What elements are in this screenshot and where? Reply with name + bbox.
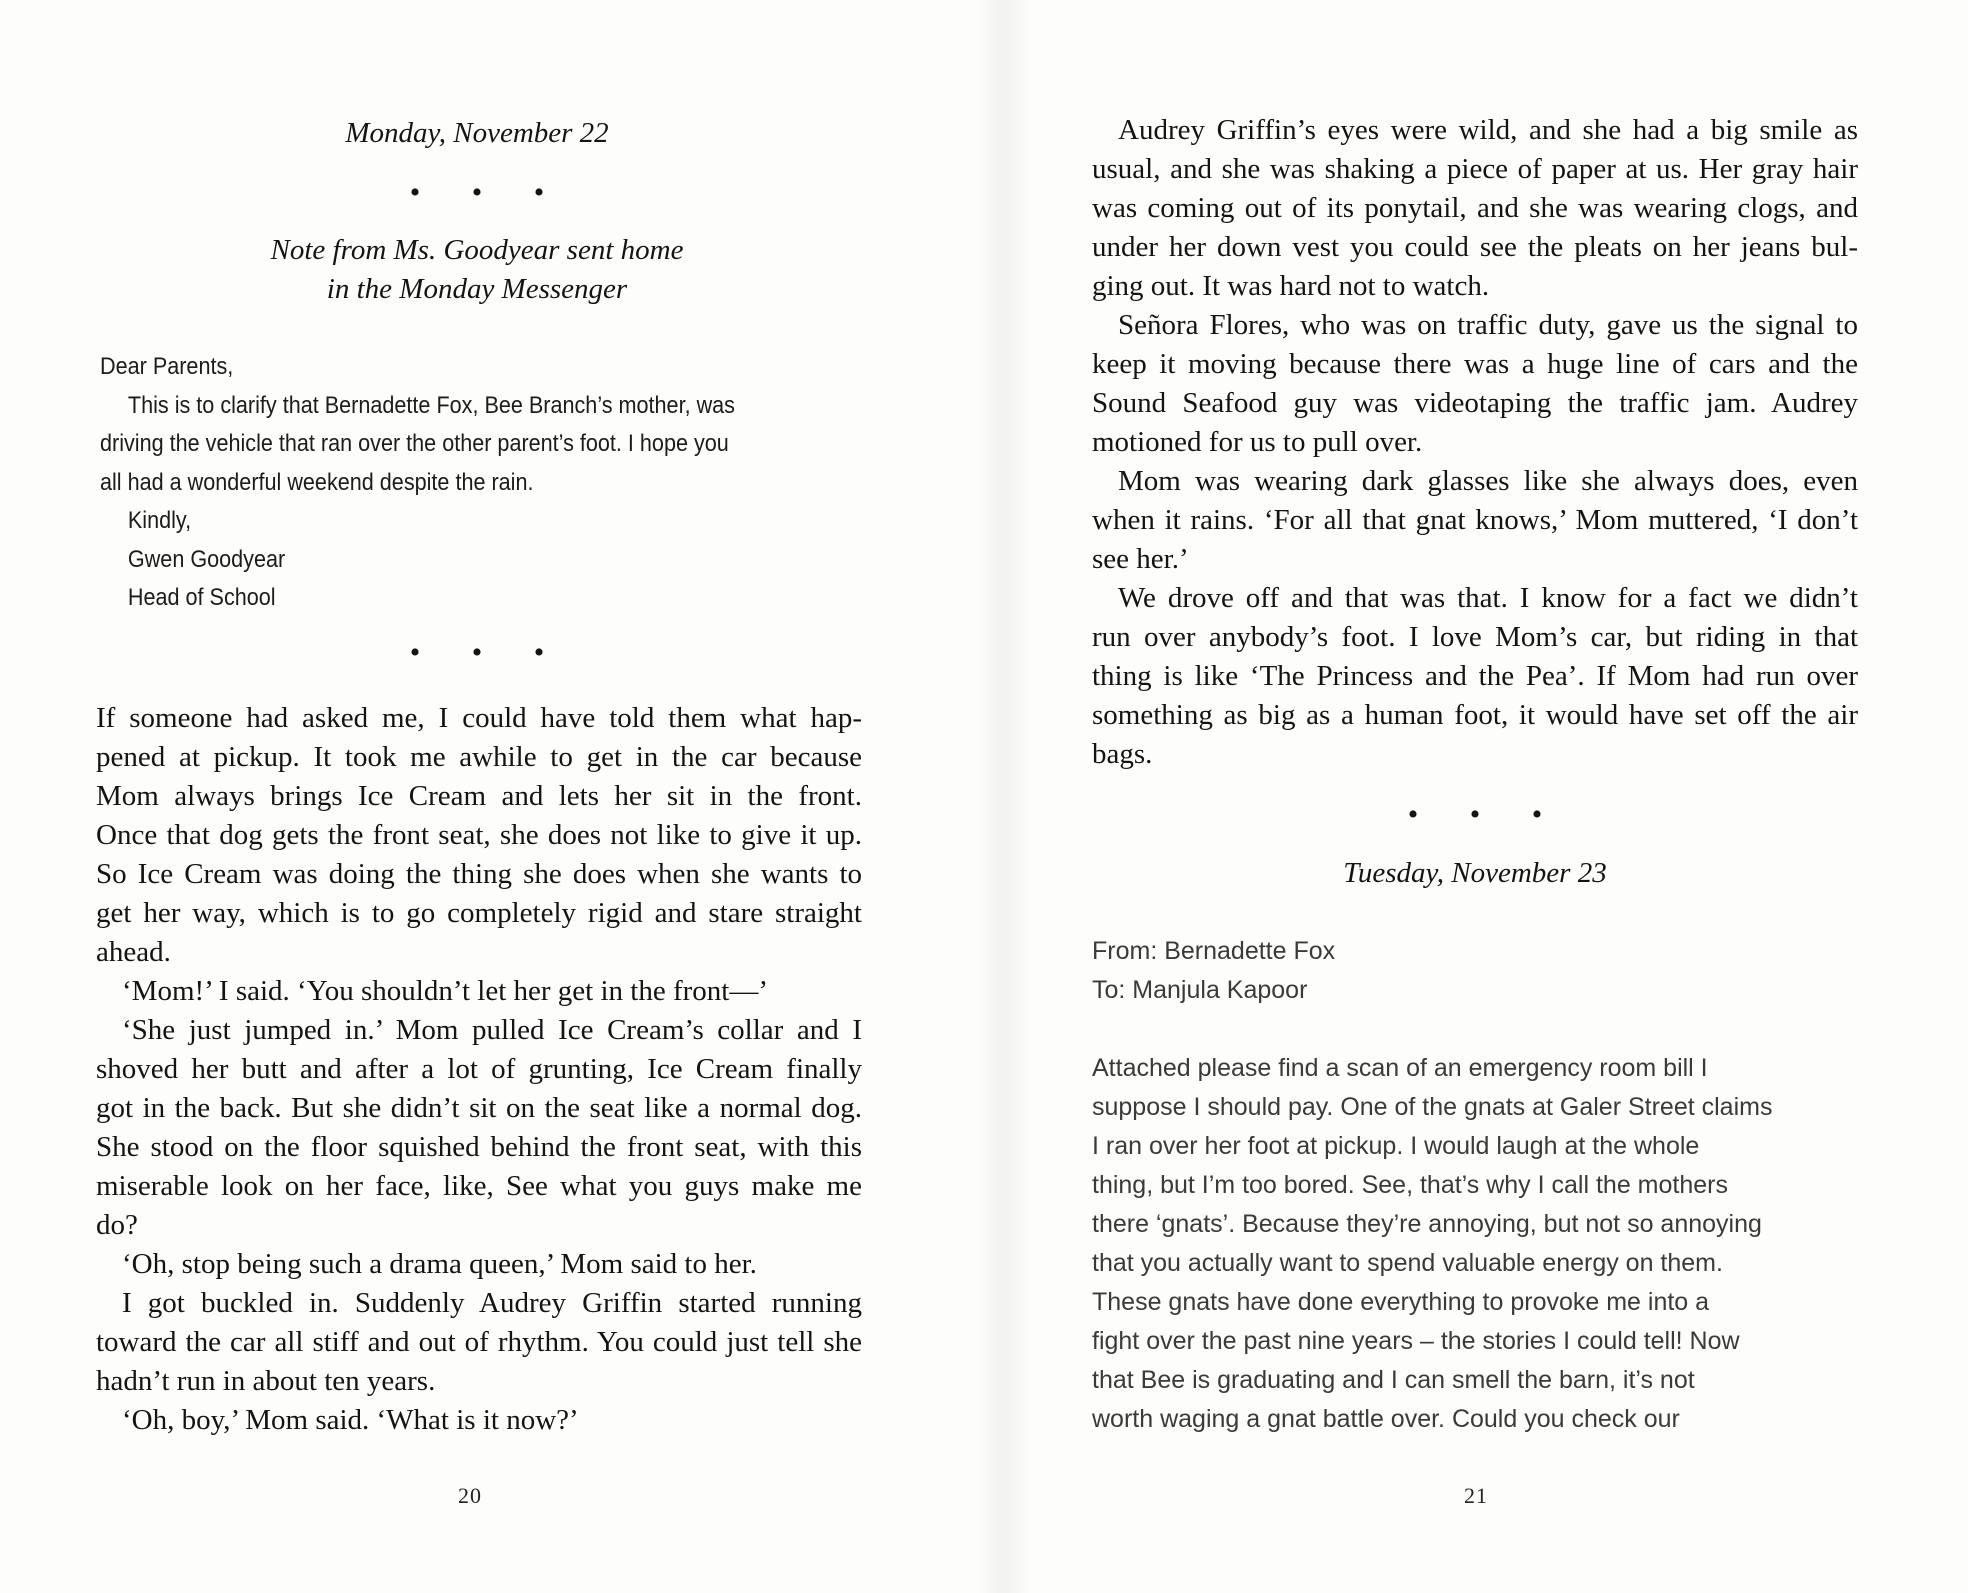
note-signoff: Kindly, xyxy=(127,507,192,534)
text-line: usual, and she was shaking a piece of paper at us. Her gray hair xyxy=(1092,153,1858,185)
left-page xyxy=(0,0,978,1593)
note-signer-title: Head of School xyxy=(127,584,276,611)
date-heading-left: Monday, November 22 xyxy=(345,117,609,149)
email-line: worth waging a gnat battle over. Could you check our xyxy=(1092,1405,1680,1433)
email-line: there ‘gnats’. Because they’re annoying, but not so annoying xyxy=(1092,1210,1762,1238)
text-line: under her down vest you could see the pleats on her jeans bul- xyxy=(1092,231,1858,263)
text-line: Audrey Griffin’s eyes were wild, and she had a big smile as xyxy=(1118,114,1858,146)
text-line: toward the car all stiff and out of rhythm. You could just tell she xyxy=(96,1326,862,1358)
email-line: that Bee is graduating and I can smell the barn, it’s not xyxy=(1092,1366,1695,1394)
text-line: She stood on the floor squished behind the front seat, with this xyxy=(96,1131,862,1163)
text-line: Sound Seafood guy was videotaping the traffic jam. Audrey xyxy=(1092,387,1858,419)
text-line: shoved her butt and after a lot of grunting, Ice Cream finally xyxy=(96,1053,862,1085)
text-line: Mom always brings Ice Cream and lets her sit in the front. xyxy=(96,780,862,812)
section-separator-2: • • • xyxy=(409,636,567,669)
narrative-right xyxy=(1092,111,1858,774)
email-line: fight over the past nine years – the stories I could tell! Now xyxy=(1092,1327,1740,1355)
school-note xyxy=(100,348,735,618)
email-from: From: Bernadette Fox xyxy=(1092,937,1336,965)
note-title-line: Note from Ms. Goodyear sent home xyxy=(270,234,684,266)
text-line: ‘She just jumped in.’ Mom pulled Ice Cream’s collar and I xyxy=(122,1014,862,1046)
page-number-right: 21 xyxy=(1464,1483,1488,1508)
email-line: suppose I should pay. One of the gnats at Galer Street claims xyxy=(1092,1093,1773,1121)
note-line: all had a wonderful weekend despite the rain. xyxy=(100,468,534,496)
text-line: Mom was wearing dark glasses like she always does, even xyxy=(1118,465,1858,497)
text-line: Señora Flores, who was on traffic duty, gave us the signal to xyxy=(1118,309,1858,341)
text-line: got in the back. But she didn’t sit on the seat like a normal dog. xyxy=(96,1092,862,1124)
text-line: run over anybody’s foot. I love Mom’s car, but riding in that xyxy=(1092,621,1858,653)
note-title xyxy=(96,231,858,309)
text-line: So Ice Cream was doing the thing she does when she wants to xyxy=(96,858,862,890)
section-separator-1: • • • xyxy=(409,176,567,209)
text-line: ‘Oh, stop being such a drama queen,’ Mom said to her. xyxy=(122,1248,757,1280)
text-line: pened at pickup. It took me awhile to get in the car because xyxy=(96,741,862,773)
text-line: was coming out of its ponytail, and she was wearing clogs, and xyxy=(1092,192,1858,224)
text-line: miserable look on her face, like, See what you guys make me xyxy=(96,1170,862,1202)
text-line: keep it moving because there was a huge line of cars and the xyxy=(1092,348,1858,380)
text-line: ging out. It was hard not to watch. xyxy=(1092,270,1490,302)
text-line: Once that dog gets the front seat, she does not like to give it up. xyxy=(96,819,862,851)
date-heading-right: Tuesday, November 23 xyxy=(1343,857,1607,889)
text-line: I got buckled in. Suddenly Audrey Griffin started running xyxy=(122,1287,862,1319)
email-line: Attached please find a scan of an emergency room bill I xyxy=(1092,1054,1708,1082)
text-line: We drove off and that was that. I know for a fact we didn’t xyxy=(1118,582,1858,614)
page-number-left: 20 xyxy=(458,1483,482,1508)
email-header xyxy=(1092,932,1335,1010)
email-line: that you actually want to spend valuable energy on them. xyxy=(1092,1249,1723,1277)
narrative-left xyxy=(96,699,862,1440)
text-line: when it rains. ‘For all that gnat knows,’ Mom muttered, ‘I don’t xyxy=(1092,504,1858,536)
email-to: To: Manjula Kapoor xyxy=(1092,976,1308,1004)
section-separator-3: • • • xyxy=(1407,798,1565,831)
text-line: see her.’ xyxy=(1092,543,1189,575)
text-line: do? xyxy=(96,1209,138,1241)
book-gutter xyxy=(978,0,1030,1593)
note-title-line: in the Monday Messenger xyxy=(326,273,628,305)
email-line: thing, but I’m too bored. See, that’s why I call the mothers xyxy=(1092,1171,1728,1199)
text-line: hadn’t run in about ten years. xyxy=(96,1365,436,1397)
note-line: driving the vehicle that ran over the other parent’s foot. I hope you xyxy=(100,430,729,457)
text-line: If someone had asked me, I could have told them what hap- xyxy=(96,702,862,734)
text-line: motioned for us to pull over. xyxy=(1092,426,1423,458)
right-page xyxy=(1030,0,1968,1593)
text-line: something as big as a human foot, it would have set off the air xyxy=(1092,699,1858,731)
text-line: thing is like ‘The Princess and the Pea’. If Mom had run over xyxy=(1092,660,1858,692)
text-line: ahead. xyxy=(96,936,171,968)
email-line: I ran over her foot at pickup. I would laugh at the whole xyxy=(1092,1132,1700,1160)
text-line: bags. xyxy=(1092,738,1153,770)
email-body xyxy=(1092,1049,1772,1439)
text-line: ‘Mom!’ I said. ‘You shouldn’t let her get in the front—’ xyxy=(122,975,768,1007)
note-salutation: Dear Parents, xyxy=(100,353,234,380)
email-line: These gnats have done everything to provoke me into a xyxy=(1092,1288,1710,1316)
text-line: ‘Oh, boy,’ Mom said. ‘What is it now?’ xyxy=(122,1404,579,1436)
text-line: get her way, which is to go completely rigid and stare straight xyxy=(96,897,862,929)
note-line: This is to clarify that Bernadette Fox, Bee Branch’s mother, was xyxy=(127,391,735,419)
note-signature: Gwen Goodyear xyxy=(127,545,286,573)
